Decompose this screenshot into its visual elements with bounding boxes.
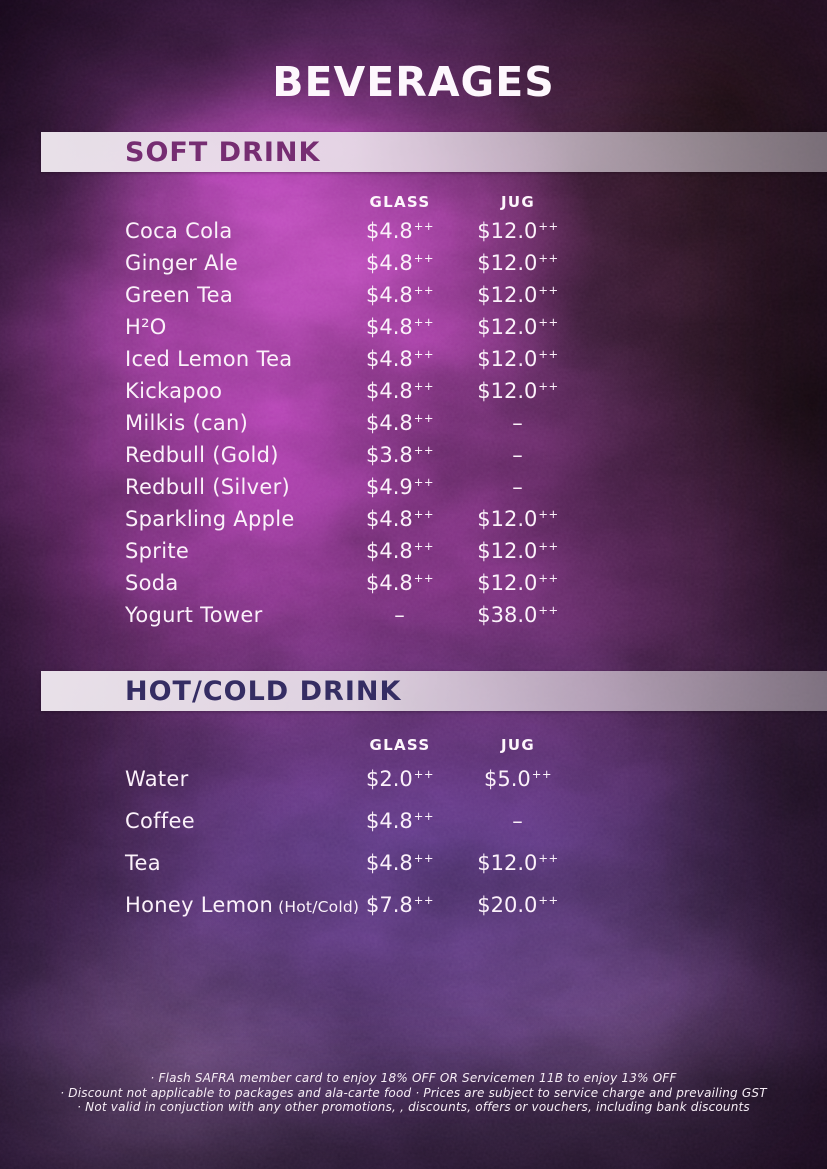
item-jug-price: $12.0++ [477, 571, 559, 595]
menu-item-row [125, 439, 585, 471]
menu-item-row [125, 599, 585, 631]
footer-notes [0, 1071, 827, 1115]
item-glass-price: – [394, 603, 405, 627]
item-name: Kickapoo [125, 379, 223, 403]
menu-item-row [125, 800, 585, 842]
item-jug-price: – [512, 475, 523, 499]
column-header-glass: GLASS [369, 736, 431, 754]
item-glass-price: $2.0++ [365, 767, 435, 791]
item-glass-price: $4.8++ [365, 283, 435, 307]
column-header-glass: GLASS [369, 193, 431, 211]
item-glass-price: $4.8++ [365, 219, 435, 243]
item-glass-price: $4.8++ [365, 411, 435, 435]
menu-item-row [125, 535, 585, 567]
item-glass-price: $4.8++ [365, 347, 435, 371]
menu-item-row [125, 279, 585, 311]
item-glass-price: $7.8++ [365, 893, 435, 917]
item-name: Water [125, 767, 189, 791]
item-glass-price: $4.9++ [365, 475, 435, 499]
item-jug-price: $12.0++ [477, 507, 559, 531]
footer-note-line: · Not valid in conjuction with any other promotions, , discounts, offers or vouchers, including bank discounts [77, 1100, 750, 1114]
item-jug-price: $12.0++ [477, 851, 559, 875]
item-name: Honey Lemon (Hot/Cold) [125, 893, 360, 917]
item-jug-price: $12.0++ [477, 539, 559, 563]
item-name: Redbull (Silver) [125, 475, 291, 499]
item-jug-price: $38.0++ [477, 603, 559, 627]
hot-cold-drink-table [125, 732, 585, 926]
item-jug-price: $12.0++ [477, 379, 559, 403]
item-name: Soda [125, 571, 179, 595]
hot-cold-drink-rows [125, 758, 585, 926]
item-jug-price: $12.0++ [477, 315, 559, 339]
table-header-row [125, 189, 585, 215]
item-jug-price: – [512, 411, 523, 435]
item-glass-price: $3.8++ [365, 443, 435, 467]
item-jug-price: $5.0++ [483, 767, 553, 791]
item-jug-price: $12.0++ [477, 251, 559, 275]
item-glass-price: $4.8++ [365, 507, 435, 531]
menu-item-row [125, 884, 585, 926]
item-name: H²O [125, 315, 167, 339]
menu-item-row [125, 343, 585, 375]
item-name: Tea [125, 851, 161, 875]
item-name: Coca Cola [125, 219, 233, 243]
footer-note-line: · Flash SAFRA member card to enjoy 18% OFF OR Servicemen 11B to enjoy 13% OFF [150, 1071, 677, 1085]
menu-item-row [125, 247, 585, 279]
section-title: HOT/COLD DRINK [125, 675, 402, 707]
item-glass-price: $4.8++ [365, 809, 435, 833]
item-glass-price: $4.8++ [365, 851, 435, 875]
page-title: BEVERAGES [272, 58, 555, 106]
menu-item-row [125, 503, 585, 535]
item-jug-price: $12.0++ [477, 283, 559, 307]
item-jug-price: – [512, 809, 523, 833]
item-name: Sparkling Apple [125, 507, 295, 531]
item-name: Yogurt Tower [125, 603, 263, 627]
menu-item-row [125, 471, 585, 503]
item-name: Sprite [125, 539, 190, 563]
table-header-row [125, 732, 585, 758]
item-glass-price: $4.8++ [365, 539, 435, 563]
item-glass-price: $4.8++ [365, 315, 435, 339]
footer-note-line: · Discount not applicable to packages and ala-carte food · Prices are subject to service charge and prevailing GST [60, 1085, 767, 1100]
item-glass-price: $4.8++ [365, 571, 435, 595]
item-jug-price: $20.0++ [477, 893, 559, 917]
item-name: Iced Lemon Tea [125, 347, 293, 371]
menu-item-row [125, 375, 585, 407]
menu-item-row [125, 215, 585, 247]
item-glass-price: $4.8++ [365, 379, 435, 403]
section-header-hot-cold-drink [41, 671, 827, 711]
item-name: Ginger Ale [125, 251, 239, 275]
menu-item-row [125, 567, 585, 599]
column-header-jug: JUG [501, 736, 535, 754]
section-title: SOFT DRINK [125, 136, 321, 168]
item-jug-price: – [512, 443, 523, 467]
item-name: Coffee [125, 809, 195, 833]
soft-drink-table [125, 189, 585, 631]
menu-item-row [125, 311, 585, 343]
item-name: Green Tea [125, 283, 234, 307]
section-header-soft-drink [41, 132, 827, 172]
column-header-jug: JUG [501, 193, 535, 211]
item-jug-price: $12.0++ [477, 347, 559, 371]
item-jug-price: $12.0++ [477, 219, 559, 243]
item-glass-price: $4.8++ [365, 251, 435, 275]
item-name: Milkis (can) [125, 411, 249, 435]
item-name: Redbull (Gold) [125, 443, 279, 467]
menu-item-row [125, 758, 585, 800]
menu-item-row [125, 842, 585, 884]
soft-drink-rows [125, 215, 585, 631]
menu-item-row [125, 407, 585, 439]
